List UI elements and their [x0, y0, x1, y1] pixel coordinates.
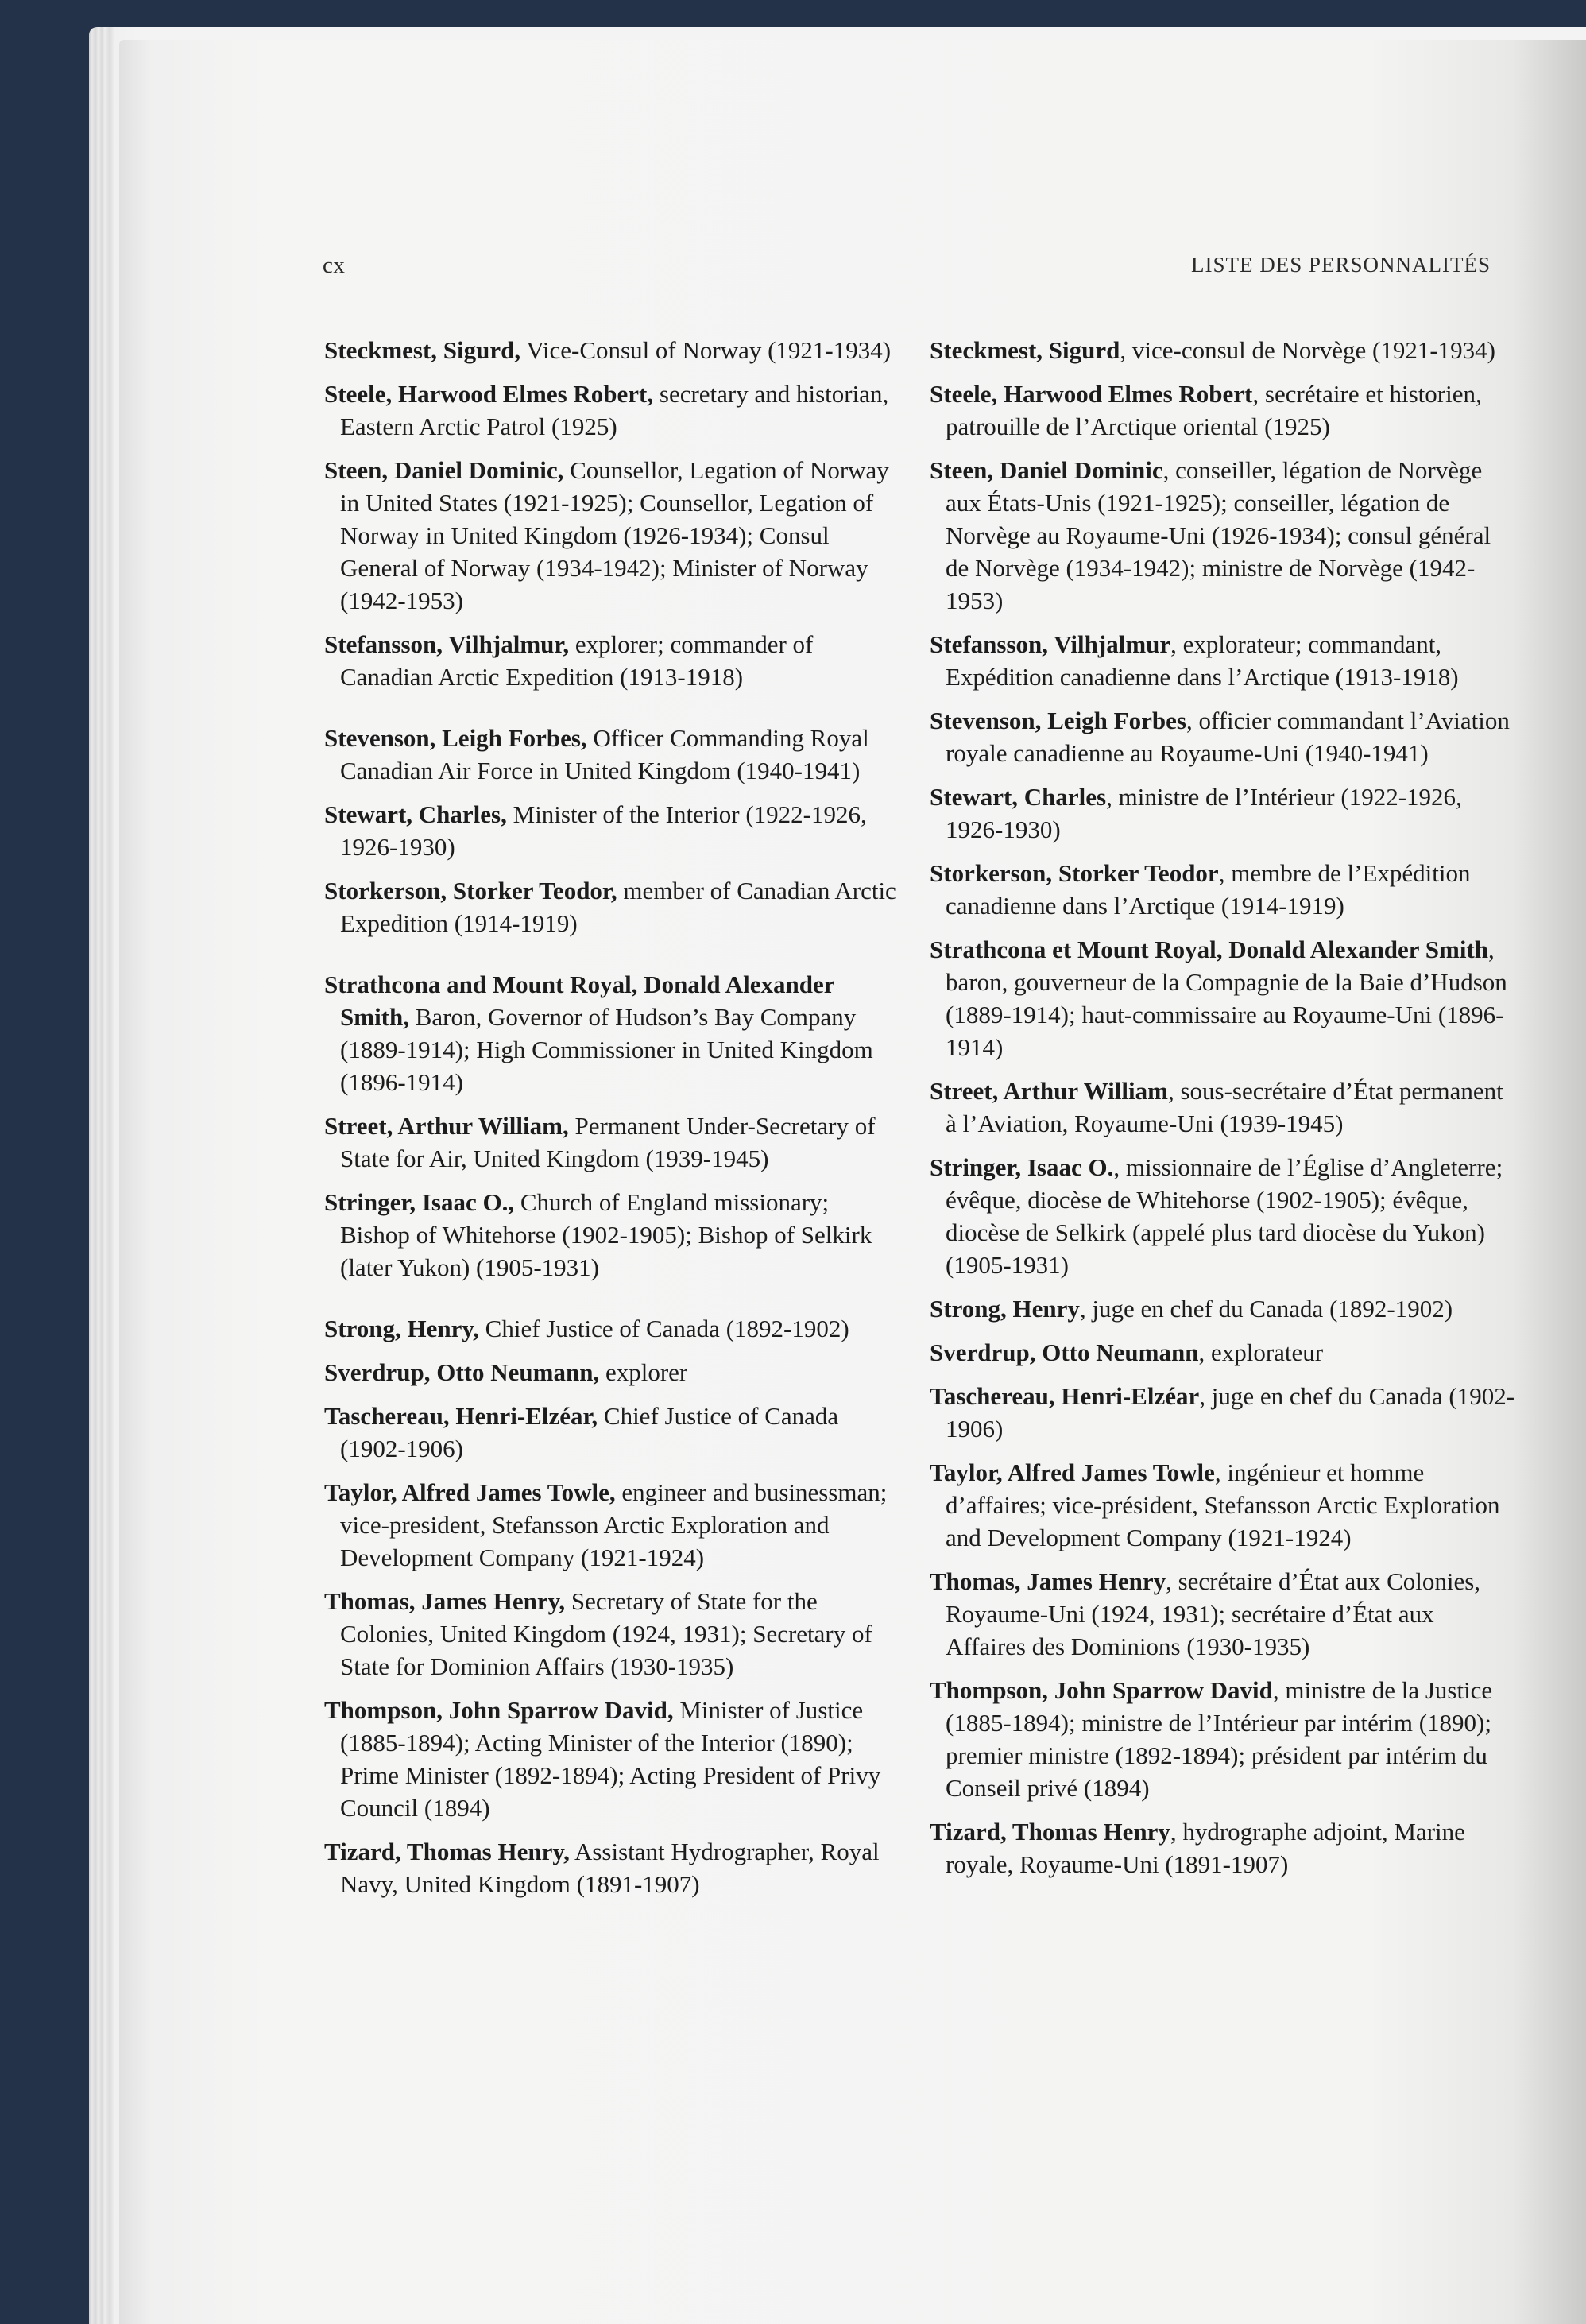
entry-description: , juge en chef du Canada (1892-1902) — [1079, 1295, 1453, 1323]
entry-name: Street, Arthur William — [930, 1077, 1168, 1105]
section-title: LISTE DES PERSONNALITÉS — [1190, 253, 1491, 277]
entry-description: engineer and businessman; vice-president, Stefansson Arctic Exploration and Development Company (1921-1924) — [340, 1478, 888, 1571]
entry-description: , conseiller, légation de Norvège aux États-Unis (1921-1925); conseiller, légation de Norvège au Royaume-Uni (1926-1934); consul général de Norvège (1934-1942); ministre de Norvège (1942-1953) — [946, 456, 1491, 614]
entry-fr — [930, 628, 1518, 693]
entry-description: , ministre de l’Intérieur (1922-1926, 1926-1930) — [946, 783, 1462, 843]
entry-name: Sverdrup, Otto Neumann, — [324, 1358, 600, 1386]
entry-description: Chief Justice of Canada (1902-1906) — [340, 1402, 839, 1462]
entry-description: , explorateur — [1198, 1338, 1324, 1366]
entry-name: Thompson, John Sparrow David — [930, 1676, 1273, 1704]
entry-fr — [930, 857, 1518, 922]
entry-name: Street, Arthur William, — [324, 1112, 569, 1140]
entry-name: Taschereau, Henri-Elzéar — [930, 1382, 1200, 1410]
entry-fr — [930, 780, 1518, 846]
french-column — [930, 334, 1518, 1892]
entry-en — [324, 1835, 896, 1900]
entry-fr — [930, 1075, 1518, 1140]
entry-en — [324, 628, 896, 693]
entry-name: Stewart, Charles, — [324, 800, 507, 828]
entry-description: , sous-secrétaire d’État permanent à l’Aviation, Royaume-Uni (1939-1945) — [946, 1077, 1503, 1137]
entry-name: Thompson, John Sparrow David, — [324, 1696, 674, 1724]
entry-en — [324, 1400, 896, 1465]
entry-fr — [930, 1336, 1518, 1369]
entry-description: Baron, Governor of Hudson’s Bay Company (1889-1914); High Commissioner in United Kingdom (1896-1914) — [340, 1003, 873, 1096]
entry-name: Stringer, Isaac O., — [324, 1188, 515, 1216]
entry-name: Taylor, Alfred James Towle — [930, 1458, 1215, 1486]
entry-description: Church of England missionary; Bishop of Whitehorse (1902-1905); Bishop of Selkirk (later Yukon) (1905-1931) — [340, 1188, 872, 1281]
entry-name: Thomas, James Henry, — [324, 1587, 566, 1615]
entry-name: Storkerson, Storker Teodor — [930, 859, 1219, 887]
entry-name: Tizard, Thomas Henry, — [324, 1838, 570, 1865]
entry-en — [324, 1476, 896, 1574]
entry-en — [324, 1356, 896, 1389]
entry-name: Steckmest, Sigurd, — [324, 336, 521, 364]
entry-description: , baron, gouverneur de la Compagnie de la Baie d’Hudson (1889-1914); haut-commissaire au Royaume-Uni (1896-1914) — [946, 935, 1507, 1061]
entry-description: , missionnaire de l’Église d’Angleterre; évêque, diocèse de Whitehorse (1902-1905); évêque, diocèse de Selkirk (appelé plus tard diocèse du Yukon) (1905-1931) — [946, 1153, 1503, 1279]
entry-description: Minister of the Interior (1922-1926, 1926-1930) — [340, 800, 867, 861]
entry-description: , hydrographe adjoint, Marine royale, Royaume-Uni (1891-1907) — [946, 1818, 1465, 1878]
entry-en — [324, 968, 896, 1098]
entry-description: explorer — [605, 1358, 688, 1386]
entry-en — [324, 454, 896, 617]
entry-description: Minister of Justice (1885-1894); Acting Minister of the Interior (1890); Prime Minister (1892-1894); Acting President of Privy Council (1894) — [340, 1696, 881, 1822]
entry-name: Taylor, Alfred James Towle, — [324, 1478, 616, 1506]
entry-name: Strathcona and Mount Royal, Donald Alexander Smith, — [324, 970, 834, 1031]
entry-fr — [930, 1151, 1518, 1281]
entry-description: , juge en chef du Canada (1902-1906) — [946, 1382, 1515, 1443]
entry-description: explorer; commander of Canadian Arctic Expedition (1913-1918) — [340, 630, 814, 691]
entry-name: Steen, Daniel Dominic, — [324, 456, 564, 484]
entry-description: secretary and historian, Eastern Arctic Patrol (1925) — [340, 380, 889, 440]
entry-name: Strong, Henry — [930, 1295, 1080, 1323]
entry-en — [324, 1694, 896, 1824]
running-head — [119, 253, 1586, 285]
entry-description: , officier commandant l’Aviation royale canadienne au Royaume-Uni (1940-1941) — [946, 707, 1510, 767]
entry-name: Steele, Harwood Elmes Robert, — [324, 380, 654, 408]
entry-description: Chief Justice of Canada (1892-1902) — [485, 1315, 849, 1342]
entry-fr — [930, 1815, 1518, 1881]
book-page — [119, 40, 1586, 2324]
entry-description: Vice-Consul of Norway (1921-1934) — [526, 336, 892, 364]
entry-description: member of Canadian Arctic Expedition (1914-1919) — [340, 877, 896, 937]
entry-fr — [930, 1565, 1518, 1663]
entry-en — [324, 798, 896, 863]
entry-description: , secrétaire et historien, patrouille de l’Arctique oriental (1925) — [946, 380, 1482, 440]
entry-description: , secrétaire d’État aux Colonies, Royaume-Uni (1924, 1931); secrétaire d’État aux Affaires des Dominions (1930-1935) — [946, 1567, 1481, 1660]
entry-fr — [930, 1380, 1518, 1445]
page-number: cx — [323, 253, 346, 278]
entry-description: , ministre de la Justice (1885-1894); ministre de l’Intérieur par intérim (1890); premier ministre (1892-1894); président par intérim du Conseil privé (1894) — [946, 1676, 1493, 1802]
entry-description: Officer Commanding Royal Canadian Air Force in United Kingdom (1940-1941) — [340, 724, 869, 784]
entry-name: Stringer, Isaac O. — [930, 1153, 1114, 1181]
entry-name: Stefansson, Vilhjalmur, — [324, 630, 570, 658]
entry-name: Stevenson, Leigh Forbes, — [324, 724, 587, 752]
entry-name: Strong, Henry, — [324, 1315, 479, 1342]
entry-name: Strathcona et Mount Royal, Donald Alexander Smith — [930, 935, 1488, 963]
entry-en — [324, 1110, 896, 1175]
entry-name: Sverdrup, Otto Neumann — [930, 1338, 1199, 1366]
entry-fr — [930, 1674, 1518, 1804]
entry-en — [324, 1312, 896, 1345]
entry-name: Thomas, James Henry — [930, 1567, 1166, 1595]
entry-name: Steele, Harwood Elmes Robert — [930, 380, 1253, 408]
entry-name: Storkerson, Storker Teodor, — [324, 877, 617, 904]
entry-fr — [930, 1292, 1518, 1325]
entry-name: Stewart, Charles — [930, 783, 1107, 811]
entry-fr — [930, 704, 1518, 769]
entry-fr — [930, 334, 1518, 366]
entry-en — [324, 874, 896, 939]
english-column — [324, 334, 896, 1911]
entry-name: Tizard, Thomas Henry — [930, 1818, 1170, 1846]
entry-en — [324, 1585, 896, 1683]
entry-fr — [930, 378, 1518, 443]
entry-description: , ingénieur et homme d’affaires; vice-président, Stefansson Arctic Exploration and Development Company (1921-1924) — [946, 1458, 1500, 1551]
entry-en — [324, 334, 896, 366]
entry-name: Stefansson, Vilhjalmur — [930, 630, 1171, 658]
entry-fr — [930, 1456, 1518, 1554]
entry-name: Steen, Daniel Dominic — [930, 456, 1163, 484]
entry-name: Taschereau, Henri-Elzéar, — [324, 1402, 598, 1430]
gutter-shadow — [119, 40, 151, 2324]
entry-name: Stevenson, Leigh Forbes — [930, 707, 1186, 734]
entry-description: Permanent Under-Secretary of State for Air, United Kingdom (1939-1945) — [340, 1112, 876, 1172]
entry-en — [324, 378, 896, 443]
entry-name: Steckmest, Sigurd — [930, 336, 1120, 364]
entry-description: , membre de l’Expédition canadienne dans l’Arctique (1914-1919) — [946, 859, 1471, 920]
entry-description: Counsellor, Legation of Norway in United States (1921-1925); Counsellor, Legation of Norway in United Kingdom (1926-1934); Consul General of Norway (1934-1942); Minister of Norway (1942-1953) — [340, 456, 889, 614]
entry-description: , vice-consul de Norvège (1921-1934) — [1120, 336, 1495, 364]
entry-en — [324, 722, 896, 787]
entry-description: Assistant Hydrographer, Royal Navy, United Kingdom (1891-1907) — [340, 1838, 880, 1898]
entry-fr — [930, 454, 1518, 617]
entry-description: Secretary of State for the Colonies, United Kingdom (1924, 1931); Secretary of State for Dominion Affairs (1930-1935) — [340, 1587, 872, 1680]
entry-fr — [930, 933, 1518, 1063]
entry-en — [324, 1186, 896, 1284]
entry-description: , explorateur; commandant, Expédition canadienne dans l’Arctique (1913-1918) — [946, 630, 1459, 691]
